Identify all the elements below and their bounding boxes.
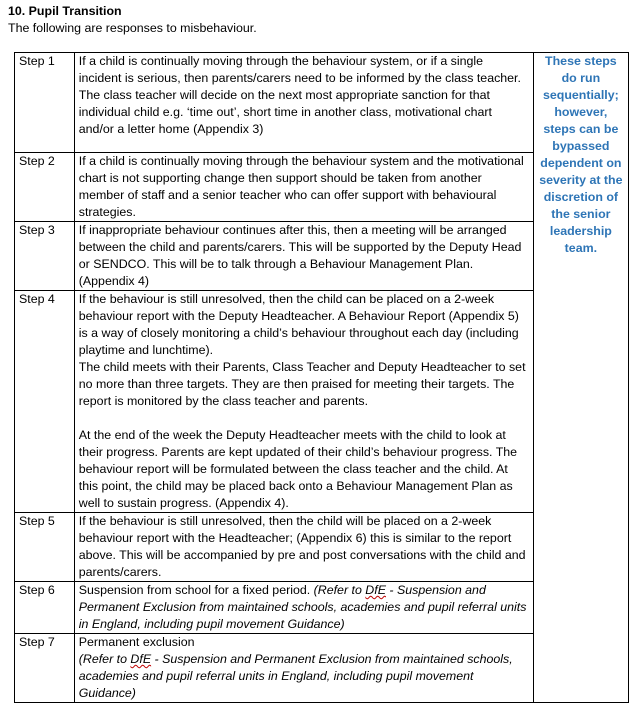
sequence-note: These steps do run sequentially; however, steps can be bypassed dependent on severity at the discretion of the senior leadership team. (533, 53, 628, 703)
section-intro: The following are responses to misbehaviour. (8, 21, 257, 35)
step-label: Step 5 (15, 513, 75, 582)
step-description (74, 222, 533, 291)
step-label: Step 1 (15, 53, 75, 153)
reference-prefix: (Refer to (78, 652, 131, 666)
reference-title: - Suspension and Permanent Exclusion from maintained schools, academies and pupil referral units in England, including pupil movement Guidance) (78, 583, 527, 631)
step-label: Step 4 (15, 291, 75, 513)
step-paragraph: If a child is continually moving through the behaviour system and the motivational chart is not supporting change then support should be taken from another member of staff and a senior teacher who can offer support with behavioural strategies. (78, 154, 524, 219)
step-description (74, 153, 533, 222)
step-paragraph: Permanent exclusion (78, 635, 195, 649)
step-label: Step 3 (15, 222, 75, 291)
step-label: Step 7 (15, 634, 75, 703)
step-paragraph (79, 582, 529, 633)
step-paragraph: At the end of the week the Deputy Headteacher meets with the child to look at their progress. Parents are kept updated of their child’s behaviour progress. The behaviour report will be formulated between the class teacher and the child. At this point, the child may be placed back onto a Behaviour Management Plan as well to sustain progress. (Appendix 4). (78, 428, 518, 510)
reference-title: - Suspension and Permanent Exclusion from maintained schools, academies and pupil referral units in England, including pupil movement Guidance) (78, 652, 513, 700)
step-label: Step 6 (15, 582, 75, 634)
step-paragraph: If the behaviour is still unresolved, then the child can be placed on a 2-week behaviour report with the Deputy Headteacher. A Behaviour Report (Appendix 5) is a way of closely monitoring a child’s behaviour throughout each day (including playtime and lunchtime). (78, 292, 519, 357)
reference-dfe: DfE (365, 583, 386, 597)
paragraph-gap (79, 410, 529, 427)
section-heading: 10. Pupil Transition (8, 4, 122, 18)
step-plain-text: Suspension from school for a fixed period. (78, 583, 314, 597)
step-paragraph: The child meets with their Parents, Class Teacher and Deputy Headteacher to set no more than three targets. They are then praised for meeting their targets. The report is monitored by the class teacher and parents. (78, 360, 526, 408)
step-description (74, 53, 533, 153)
step-description (74, 634, 533, 703)
step-label: Step 2 (15, 153, 75, 222)
guidance-reference (79, 651, 529, 702)
step-paragraph: The class teacher will decide on the next most appropriate sanction for that individual child e.g. ‘time out’, short time in another class, motivational chart and/or a letter home (Appendix 3) (78, 88, 492, 136)
step-paragraph: If the behaviour is still unresolved, then the child will be placed on a 2-week behaviour report with the Headteacher; (Appendix 6) this is similar to the report above. This will be accompanied by pre and post conversations with the child and parents/carers. (78, 514, 526, 579)
step-paragraph: If a child is continually moving through the behaviour system, or if a single incident is serious, then parents/carers need to be informed by the class teacher. (78, 54, 521, 85)
step-description (74, 291, 533, 513)
step-paragraph: If inappropriate behaviour continues after this, then a meeting will be arranged between the child and parents/carers. This will be supported by the Deputy Head or SENDCO. This will be to talk through a Behaviour Management Plan. (Appendix 4) (78, 223, 522, 288)
reference-dfe: DfE (130, 652, 152, 666)
step-description (74, 513, 533, 582)
reference-prefix: (Refer to (313, 583, 366, 597)
misbehaviour-steps-table (14, 52, 629, 703)
table-row (15, 53, 629, 153)
step-description (74, 582, 533, 634)
